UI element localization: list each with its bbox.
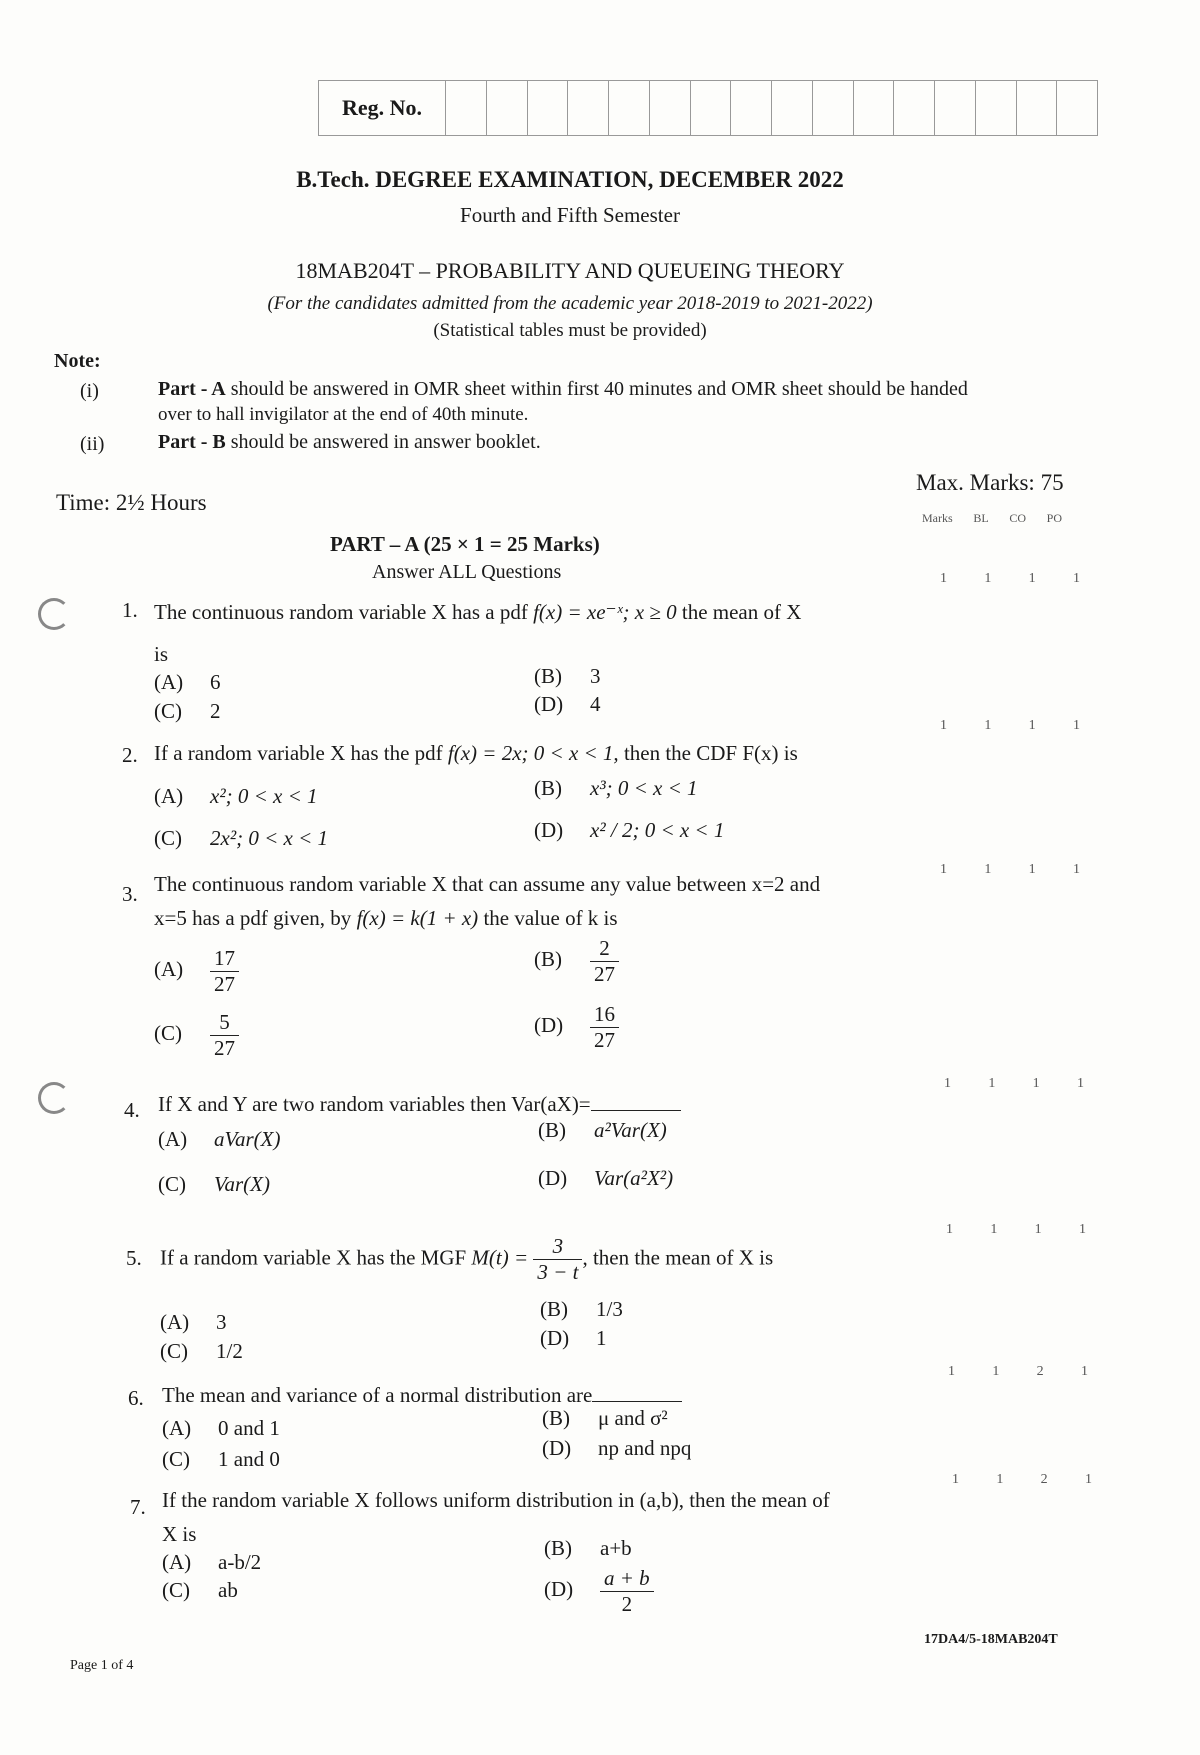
question-text-part: the mean of X <box>681 600 802 624</box>
question-text <box>158 1092 898 1117</box>
reg-cell <box>731 81 772 135</box>
option-b[interactable] <box>534 936 619 987</box>
question-marks <box>948 1364 1088 1380</box>
option-c[interactable] <box>158 1172 270 1197</box>
option-d[interactable] <box>542 1436 691 1461</box>
question-number: 2. <box>122 743 138 767</box>
numerator: 17 <box>210 946 239 972</box>
question-text <box>162 1383 902 1408</box>
option-a[interactable] <box>160 1310 227 1335</box>
option-b[interactable] <box>534 664 601 689</box>
question-text-part: , then the mean of X is <box>582 1245 774 1270</box>
bl: 1 <box>990 1222 998 1237</box>
reg-cell <box>894 81 935 135</box>
co: 2 <box>1040 1472 1048 1487</box>
bl: 1 <box>984 862 992 877</box>
bl: 1 <box>988 1076 996 1091</box>
option-label: (A) <box>154 784 184 808</box>
co: 2 <box>1036 1364 1044 1379</box>
bl: 1 <box>984 571 992 586</box>
option-label: (B) <box>544 1536 572 1560</box>
question-text-part: then the CDF F(x) is <box>623 741 798 765</box>
question-marks <box>946 1222 1086 1238</box>
fraction <box>210 1010 239 1061</box>
option-label: (A) <box>162 1550 192 1574</box>
col-co: CO <box>1009 511 1026 525</box>
question-number: 1. <box>122 598 138 622</box>
note-bold: Part - A <box>158 378 226 400</box>
option-a[interactable] <box>158 1127 281 1152</box>
option-label: (B) <box>540 1297 568 1321</box>
reg-cell <box>772 81 813 135</box>
denominator: 2 <box>621 1592 633 1616</box>
option-label: (C) <box>160 1339 188 1363</box>
po: 1 <box>1072 718 1080 733</box>
option-label: (C) <box>158 1172 186 1196</box>
option-label: (A) <box>162 1416 192 1440</box>
co: 1 <box>1028 571 1036 586</box>
option-c[interactable] <box>154 699 221 724</box>
marks: 1 <box>948 1364 955 1379</box>
reg-cell <box>609 81 650 135</box>
question-number: 3. <box>122 882 138 906</box>
marks-header <box>922 511 1062 526</box>
fraction <box>600 1566 654 1617</box>
option-label: (B) <box>538 1118 566 1142</box>
option-c[interactable] <box>162 1578 238 1603</box>
numerator: 3 <box>533 1234 582 1260</box>
question-text: The continuous random variable X that can assume any value between x=2 and <box>154 872 821 896</box>
option-value: x²; 0 < x < 1 <box>210 784 318 808</box>
denominator: 27 <box>214 1036 235 1060</box>
po: 1 <box>1084 1472 1092 1487</box>
po: 1 <box>1080 1364 1088 1379</box>
admission-note: (For the candidates admitted from the academic year 2018-2019 to 2021-2022) <box>267 293 873 314</box>
option-value: np and npq <box>598 1436 692 1460</box>
reg-cell <box>1057 81 1097 135</box>
option-value: a²Var(X) <box>594 1118 667 1142</box>
col-marks: Marks <box>922 511 953 525</box>
question-text: If the random variable X follows uniform distribution in (a,b), then the mean of <box>162 1488 830 1512</box>
option-label: (B) <box>534 776 562 800</box>
option-value: 3 <box>590 664 601 688</box>
bl: 1 <box>992 1364 1000 1379</box>
col-po: PO <box>1046 511 1062 525</box>
option-c[interactable] <box>160 1339 243 1364</box>
question-number: 4. <box>124 1098 140 1122</box>
option-label: (C) <box>154 826 182 850</box>
option-b[interactable] <box>540 1297 623 1322</box>
note-num: (i) <box>80 380 99 402</box>
option-label: (C) <box>154 1021 182 1046</box>
option-value: 1 and 0 <box>218 1447 280 1471</box>
question-formula: M(t) = <box>471 1245 529 1270</box>
option-c[interactable] <box>154 1010 239 1061</box>
question-text-part: If X and Y are two random variables then Var(aX)= <box>158 1092 591 1116</box>
reg-cell <box>650 81 691 135</box>
note-bold: Part - B <box>158 431 226 453</box>
question-number: 5. <box>126 1246 142 1270</box>
question-text-cont: is <box>154 642 169 666</box>
semester: Fourth and Fifth Semester <box>460 203 680 227</box>
reg-cell <box>446 81 487 135</box>
question-text-part: The continuous random variable X has a pdf <box>154 600 528 624</box>
answer-blank <box>592 1401 682 1402</box>
option-value: x³; 0 < x < 1 <box>590 776 698 800</box>
option-label: (A) <box>160 1310 190 1334</box>
question-marks <box>952 1472 1092 1488</box>
option-label: (C) <box>162 1578 190 1602</box>
option-c[interactable] <box>154 826 328 851</box>
denominator: 27 <box>214 972 235 996</box>
question-text-cont <box>154 906 924 931</box>
option-d[interactable] <box>534 818 724 843</box>
numerator: a + b <box>600 1566 654 1592</box>
option-value: 3 <box>216 1310 227 1334</box>
question-number: 6. <box>128 1386 144 1410</box>
part-a-title: PART – A (25 × 1 = 25 Marks) <box>330 532 600 556</box>
po: 1 <box>1072 571 1080 586</box>
question-text-part: If a random variable X has the pdf <box>154 741 443 765</box>
reg-cell <box>528 81 569 135</box>
numerator: 5 <box>210 1010 239 1036</box>
answer-blank <box>591 1110 681 1111</box>
reg-cell <box>854 81 895 135</box>
option-a[interactable] <box>154 946 239 997</box>
note-item <box>158 431 541 454</box>
option-b[interactable] <box>544 1536 632 1561</box>
option-label: (D) <box>544 1577 574 1602</box>
marks: 1 <box>944 1076 951 1091</box>
marks: 1 <box>946 1222 953 1237</box>
question-text-part: the value of k is <box>483 906 618 930</box>
page-number: Page 1 of 4 <box>70 1658 134 1673</box>
question-formula: f(x) = k(1 + x) <box>356 906 479 930</box>
marks: 1 <box>940 571 947 586</box>
reg-cell <box>1017 81 1058 135</box>
fraction <box>590 1002 619 1053</box>
option-label: (D) <box>534 818 564 842</box>
question-text <box>154 741 914 766</box>
reg-cell <box>976 81 1017 135</box>
tables-note: (Statistical tables must be provided) <box>433 320 707 341</box>
question-formula: f(x) = 2x; 0 < x < 1, <box>447 741 619 765</box>
option-value: x² / 2; 0 < x < 1 <box>590 818 725 842</box>
denominator: 27 <box>594 962 615 986</box>
option-label: (B) <box>542 1406 570 1430</box>
option-d[interactable] <box>534 692 601 717</box>
bl: 1 <box>984 718 992 733</box>
option-label: (A) <box>154 957 184 982</box>
reg-cell <box>935 81 976 135</box>
note-text-cont: over to hall invigilator at the end of 40th minute. <box>158 404 529 425</box>
fraction <box>533 1234 582 1285</box>
option-value: 0 and 1 <box>218 1416 280 1440</box>
question-formula: f(x) = xe⁻ˣ; x ≥ 0 <box>533 600 677 624</box>
option-value: Var(a²X²) <box>594 1166 674 1190</box>
reg-cell <box>691 81 732 135</box>
note-num: (ii) <box>80 433 105 455</box>
reg-cell <box>568 81 609 135</box>
marks: 1 <box>952 1472 959 1487</box>
co: 1 <box>1032 1076 1040 1091</box>
option-label: (D) <box>534 692 564 716</box>
option-value: 4 <box>590 692 601 716</box>
punch-hole-icon <box>38 598 70 630</box>
question-text-part: If a random variable X has the MGF <box>160 1245 467 1270</box>
po: 1 <box>1078 1222 1086 1237</box>
question-marks <box>944 1076 1084 1092</box>
option-a[interactable] <box>162 1416 280 1441</box>
reg-cell <box>487 81 528 135</box>
max-marks: Max. Marks: 75 <box>916 470 1064 495</box>
question-number: 7. <box>130 1495 146 1519</box>
reg-cell <box>813 81 854 135</box>
option-value: 1/2 <box>216 1339 243 1363</box>
question-marks <box>940 571 1080 587</box>
numerator: 16 <box>590 1002 619 1028</box>
bl: 1 <box>996 1472 1004 1487</box>
part-a-instruction: Answer ALL Questions <box>372 561 562 583</box>
punch-hole-icon <box>38 1082 70 1114</box>
option-label: (D) <box>542 1436 572 1460</box>
option-c[interactable] <box>162 1447 280 1472</box>
co: 1 <box>1028 862 1036 877</box>
option-label: (A) <box>154 670 184 694</box>
option-b[interactable] <box>538 1118 667 1143</box>
reg-label: Reg. No. <box>319 81 446 135</box>
question-text-part: The mean and variance of a normal distribution are <box>162 1383 593 1407</box>
option-d[interactable] <box>540 1326 607 1351</box>
option-value: ab <box>218 1578 238 1602</box>
option-value: aVar(X) <box>214 1127 281 1151</box>
question-marks <box>940 718 1080 734</box>
question-text <box>160 1234 920 1285</box>
note-item <box>158 378 1088 401</box>
option-value: 1 <box>596 1326 607 1350</box>
note-heading: Note: <box>54 350 101 372</box>
option-label: (C) <box>162 1447 190 1471</box>
course-title: 18MAB204T – PROBABILITY AND QUEUEING THEORY <box>295 258 845 283</box>
option-value: 2 <box>210 699 221 723</box>
po: 1 <box>1072 862 1080 877</box>
option-value: 6 <box>210 670 221 694</box>
option-b[interactable] <box>542 1406 668 1431</box>
option-value: μ and σ² <box>598 1406 668 1430</box>
option-d[interactable] <box>538 1166 673 1191</box>
fraction <box>210 946 239 997</box>
question-text <box>154 600 914 625</box>
col-bl: BL <box>973 511 989 525</box>
co: 1 <box>1028 718 1036 733</box>
option-a[interactable] <box>162 1550 261 1575</box>
reg-number-box <box>318 80 1098 136</box>
option-value: 1/3 <box>596 1297 623 1321</box>
question-text-cont: X is <box>162 1522 197 1546</box>
option-a[interactable] <box>154 670 221 695</box>
option-label: (A) <box>158 1127 188 1151</box>
question-text-part: x=5 has a pdf given, by <box>154 906 352 930</box>
option-label: (D) <box>540 1326 570 1350</box>
marks: 1 <box>940 718 947 733</box>
option-label: (D) <box>538 1166 568 1190</box>
paper-code: 17DA4/5-18MAB204T <box>924 1632 1058 1647</box>
option-label: (C) <box>154 699 182 723</box>
option-d[interactable] <box>534 1002 619 1053</box>
numerator: 2 <box>590 936 619 962</box>
marks: 1 <box>940 862 947 877</box>
option-d[interactable] <box>544 1566 654 1617</box>
denominator: 3 − t <box>537 1260 579 1284</box>
co: 1 <box>1034 1222 1042 1237</box>
option-value: Var(X) <box>214 1172 270 1196</box>
option-value: 2x²; 0 < x < 1 <box>210 826 329 850</box>
denominator: 27 <box>594 1028 615 1052</box>
option-value: a-b/2 <box>218 1550 262 1574</box>
option-value: a+b <box>600 1536 632 1560</box>
option-label: (B) <box>534 664 562 688</box>
option-b[interactable] <box>534 776 698 801</box>
exam-title: B.Tech. DEGREE EXAMINATION, DECEMBER 2022 <box>296 167 844 192</box>
option-label: (B) <box>534 947 562 972</box>
fraction <box>590 936 619 987</box>
po: 1 <box>1076 1076 1084 1091</box>
option-label: (D) <box>534 1013 564 1038</box>
question-marks <box>940 862 1080 878</box>
note-text: should be answered in OMR sheet within first 40 minutes and OMR sheet should be handed <box>230 378 968 400</box>
option-a[interactable] <box>154 784 318 809</box>
note-text: should be answered in answer booklet. <box>230 431 541 453</box>
time-label: Time: 2½ Hours <box>56 490 207 515</box>
